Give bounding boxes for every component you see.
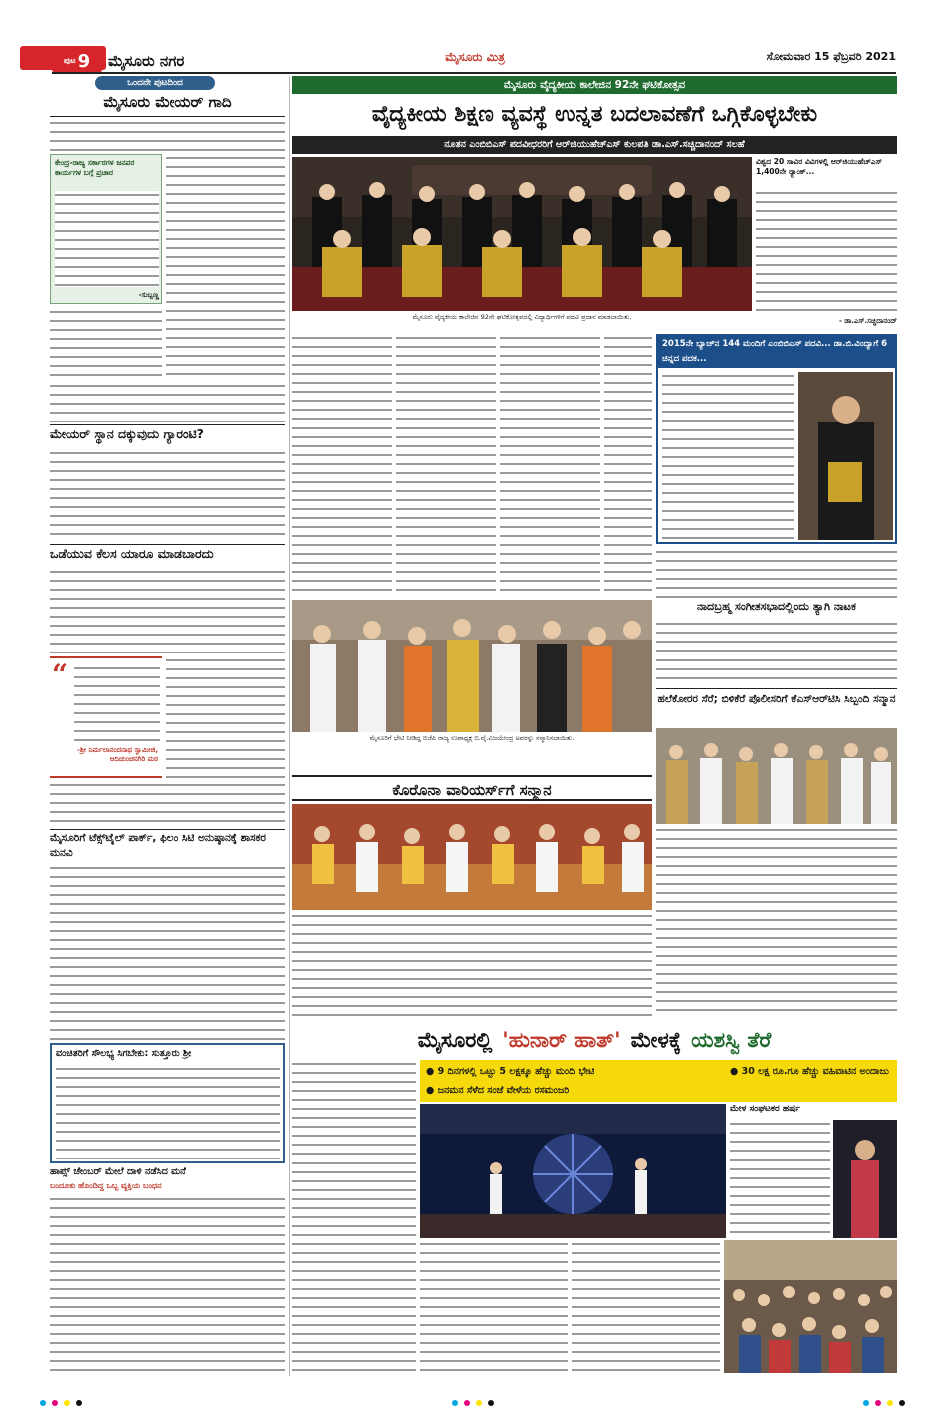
hunar-stage-photo (420, 1104, 726, 1238)
lead-body (604, 334, 652, 596)
convocation-caption: ಮೈಸೂರು ವೈದ್ಯಕೀಯ ಕಾಲೇಜಿನ 92ನೇ ಘಟಿಕೋತ್ಸವದಲ್ಲಿ ವಿದ್ಯಾರ್ಥಿಗಳಿಗೆ ಪದವಿ ಪ್ರದಾನ ಮಾಡಲಾಯಿತು. (412, 313, 632, 321)
batch-box-body (662, 372, 794, 540)
cyan-dot (452, 1400, 458, 1406)
quote-mark-icon: “ (52, 658, 69, 691)
paper-name: ಮೈಸೂರು ಮಿತ್ರ (445, 50, 505, 64)
hunar-bullet-text: 30 ಲಕ್ಷ ರೂ.ಗೂ ಹೆಚ್ಚು ವಹಿವಾಟಿನ ಅಂದಾಜು (741, 1066, 889, 1077)
hunar-side-box (730, 1104, 897, 1238)
masthead (0, 0, 945, 50)
sutturu-box-headline: ವಂಚಿತರಿಗೆ ಸೌಲಭ್ಯ ಸಿಗಬೇಕು: ಸುತ್ತೂರು ಶ್ರೀ (56, 1048, 192, 1059)
magenta-dot (52, 1400, 58, 1406)
story-mayor-headline: ಮೈಸೂರು ಮೇಯರ್ ಗಾದಿ (103, 93, 232, 111)
lead-side-headline: ವಿಶ್ವದ 20 ಸಾವಿರ ವಿವಿಗಳಲ್ಲಿ ಆರ್‌ಜಿಯುಹೆಚ್‌ಎಸ್ 1,400ನೇ ರ್‍ಯಾಂಕ್... (756, 157, 883, 176)
lead-side-box (756, 157, 897, 331)
black-dot (899, 1400, 905, 1406)
hunar-bullet: ● ಜನಮನ ಸೆಳೆದ ಸಂಜೆ ವೇಳೆಯ ರಸಮಂಜರಿ (426, 1085, 570, 1096)
hunar-side-headline: ಮೇಳ ಸಂಘಟಕರ ಹರ್ಷ (730, 1104, 800, 1114)
hunar-body (292, 1060, 416, 1238)
infobox-sign: -ಸುಬ್ಬಣ್ಣ (138, 291, 159, 299)
story-guarantee-headline: ಮೇಯರ್ ಸ್ಥಾನ ದಕ್ಕುವುದು ಗ್ಯಾರಂಟಿ? (50, 426, 204, 441)
story-textile-headline: ಮೈಸೂರಿಗೆ ಟೆಕ್ಸ್‌ಟೈಲ್ ಪಾರ್ಕ್, ಫಿಲಂ ಸಿಟಿ ಅನುಷ್ಠಾನಕ್ಕೆ ಶಾಸಕರ ಮನವಿ (50, 832, 266, 859)
divider (50, 116, 285, 117)
story-body (656, 620, 897, 686)
sutturu-box-body (56, 1065, 280, 1159)
felicitation-caption: ಮೈಸೂರಿಗೆ ಭೇಟಿ ನೀಡಿದ್ದ ಬಿಜೆಪಿ ರಾಜ್ಯ ಉಪಾಧ್ಯಕ್ಷ ಬಿ.ವೈ.ವಿಜಯೇಂದ್ರ ಅವರನ್ನು ಸನ್ಮಾನಿಸಲಾಯಿತು. (369, 734, 575, 742)
hunar-crowd-photo (724, 1240, 897, 1373)
story-body (50, 308, 162, 379)
infobox-title: ಕೇಂದ್ರ-ರಾಜ್ಯ ಸರ್ಕಾರಗಳ ಜನಪರ ಕಾರ್ಯಗಳ ಬಗ್ಗೆ ಪ್ರಚಾರ (55, 158, 135, 177)
story-body (50, 382, 285, 422)
hunar-headline-part: ಯಶಸ್ವಿ ತೆರೆ (691, 1027, 772, 1052)
quote-sign: -ಶ್ರೀ ನಿರ್ಮಲಾನಂದನಾಥ ಸ್ವಾಮೀಜಿ, ಆದಿಚುಂಚನಗಿರಿ ಮಠ (76, 746, 158, 763)
masthead-rule (52, 72, 896, 74)
lead-kicker: ಮೈಸೂರು ವೈದ್ಯಕೀಯ ಕಾಲೇಜಿನ 92ನೇ ಘಟಿಕೋತ್ಸವ (292, 76, 897, 94)
hunar-singer-photo (833, 1120, 897, 1238)
hunar-body (420, 1240, 568, 1373)
black-dot (76, 1400, 82, 1406)
registration-dots (452, 1400, 494, 1410)
batch-box-headline: 2015ನೇ ಬ್ಯಾಚ್‌ನ 144 ಮಂದಿಗೆ ಎಂಬಿಬಿಎಸ್ ಪದವಿ... ಡಾ.ಬಿ.ವಿಂದ್ಯಾಗೆ 6 ಚಿನ್ನದ ಪದಕ... (658, 336, 895, 368)
felicitation-photo (292, 600, 652, 732)
yellow-dot (887, 1400, 893, 1406)
infobox (50, 154, 162, 304)
story-body (656, 826, 897, 1016)
batch-box (656, 334, 897, 544)
story-odeyuva-headline: ಒಡೆಯುವ ಕೆಲಸ ಯಾರೂ ಮಾಡಬಾರದು (50, 546, 214, 561)
story-body (166, 154, 285, 379)
lead-side-sign: - ಡಾ.ಎಸ್.ಸಚ್ಚಿದಾನಂದ್ (839, 317, 897, 325)
hunar-headline-part: ಮೇಳಕ್ಕೆ (630, 1027, 682, 1052)
column-rule (289, 76, 290, 1376)
cyan-dot (863, 1400, 869, 1406)
story-body (166, 656, 285, 778)
infobox-body (55, 191, 159, 287)
pull-quote (50, 656, 162, 778)
story-body (50, 449, 285, 541)
divider (656, 688, 897, 689)
lead-body (500, 334, 600, 596)
issue-date: ಸೋಮವಾರ 15 ಫೆಬ್ರವರಿ 2021 (766, 50, 896, 63)
continued-tag: ಒಂದನೇ ಪುಟದಿಂದ (95, 76, 215, 90)
magenta-dot (875, 1400, 881, 1406)
cyan-dot (40, 1400, 46, 1406)
registration-dots (40, 1400, 82, 1410)
hunar-bullets (420, 1060, 897, 1102)
quote-body (74, 664, 160, 742)
lead-body (396, 334, 496, 596)
hunar-headline-highlight: 'ಹುನಾರ್ ಹಾತ್' (502, 1027, 621, 1052)
convocation-photo (292, 157, 752, 311)
section-name: ಮೈಸೂರು ನಗರ (108, 52, 185, 70)
yellow-dot (476, 1400, 482, 1406)
black-dot (488, 1400, 494, 1406)
lead-headline: ವೈದ್ಯಕೀಯ ಶಿಕ್ಷಣ ವ್ಯವಸ್ಥೆ ಉನ್ನತ ಬದಲಾವಣೆಗೆ ಒಗ್ಗಿಕೊಳ್ಳಬೇಕು (371, 102, 818, 127)
hunar-bullet-text: 9 ದಿನಗಳಲ್ಲಿ ಒಟ್ಟು 5 ಲಕ್ಷಕ್ಕೂ ಹೆಚ್ಚು ಮಂದಿ ಭೇಟಿ (437, 1066, 595, 1077)
story-hops-headline: ಹಾಪ್ಸ್ ಚೇಂಬರ್ ಮೇಲೆ ದಾಳಿ ನಡೆಸಿದ ಮನೆ (50, 1166, 186, 1177)
story-body (50, 568, 285, 653)
corona-photo (292, 804, 652, 910)
police-photo (656, 728, 897, 824)
story-hops-subhead: ಬಂದೂಕು ಹೊಂದಿದ್ದ ಒಬ್ಬ ವ್ಯಕ್ತಿಯ ಬಂಧನ (50, 1181, 162, 1190)
divider (50, 829, 285, 830)
graduate-photo (798, 372, 893, 540)
corona-headline: ಕೊರೊನಾ ವಾರಿಯರ್ಸ್‌ಗೆ ಸನ್ಮಾನ (292, 775, 652, 801)
hunar-bullet: ● 9 ದಿನಗಳಲ್ಲಿ ಒಟ್ಟು 5 ಲಕ್ಷಕ್ಕೂ ಹೆಚ್ಚು ಮಂದಿ ಭೇಟಿ (426, 1066, 595, 1077)
hunar-body (292, 1240, 416, 1373)
story-body (50, 119, 285, 153)
registration-dots (863, 1400, 905, 1410)
page-label: ಪುಟ (63, 56, 76, 65)
story-body (292, 912, 652, 1016)
divider (50, 544, 285, 545)
yellow-dot (64, 1400, 70, 1406)
story-body (50, 864, 285, 1040)
hunar-headline-part: ಮೈಸೂರಲ್ಲಿ (417, 1027, 493, 1052)
story-body (50, 1195, 285, 1373)
registration-marks (40, 1400, 905, 1410)
hunar-side-body (730, 1120, 830, 1238)
divider (50, 424, 285, 425)
magenta-dot (464, 1400, 470, 1406)
sutturu-box (50, 1043, 285, 1163)
page-number-badge (52, 50, 102, 72)
police-headline: ಹಲೆಕೋರರ ಸೆರೆ; ಬಿಳಿಕೆರೆ ಪೊಲೀಸರಿಗೆ ಕೆಎಸ್‌ಆರ್‌ಟಿಸಿ ಸಿಬ್ಬಂದಿ ಸನ್ಮಾನ (657, 693, 896, 705)
lead-side-body (756, 189, 897, 315)
story-body (656, 548, 897, 598)
hunar-headline (292, 1022, 897, 1058)
lead-strap: ನೂತನ ಎಂಬಿಬಿಎಸ್ ಪದವೀಧರರಿಗೆ ಆರ್‌ಜಿಯುಹೆಚ್‌ಎಸ್ ಕುಲಪತಿ ಡಾ.ಎಸ್.ಸಚ್ಚಿದಾನಂದ್ ಸಲಹೆ (292, 136, 897, 154)
hunar-body (572, 1240, 720, 1373)
hunar-bullet-text: ಜನಮನ ಸೆಳೆದ ಸಂಜೆ ವೇಳೆಯ ರಸಮಂಜರಿ (437, 1085, 570, 1096)
page-number: 9 (77, 50, 91, 72)
hunar-bullet: ● 30 ಲಕ್ಷ ರೂ.ಗೂ ಹೆಚ್ಚು ವಹಿವಾಟಿನ ಅಂದಾಜು (730, 1066, 889, 1077)
nadabrahma-headline: ನಾದಬ್ರಹ್ಮ ಸಂಗೀತಸಭಾದಲ್ಲಿಂದು ತ್ಯಾಗಿ ನಾಟಕ (697, 600, 856, 613)
lead-body (292, 334, 392, 596)
story-body (50, 781, 285, 827)
